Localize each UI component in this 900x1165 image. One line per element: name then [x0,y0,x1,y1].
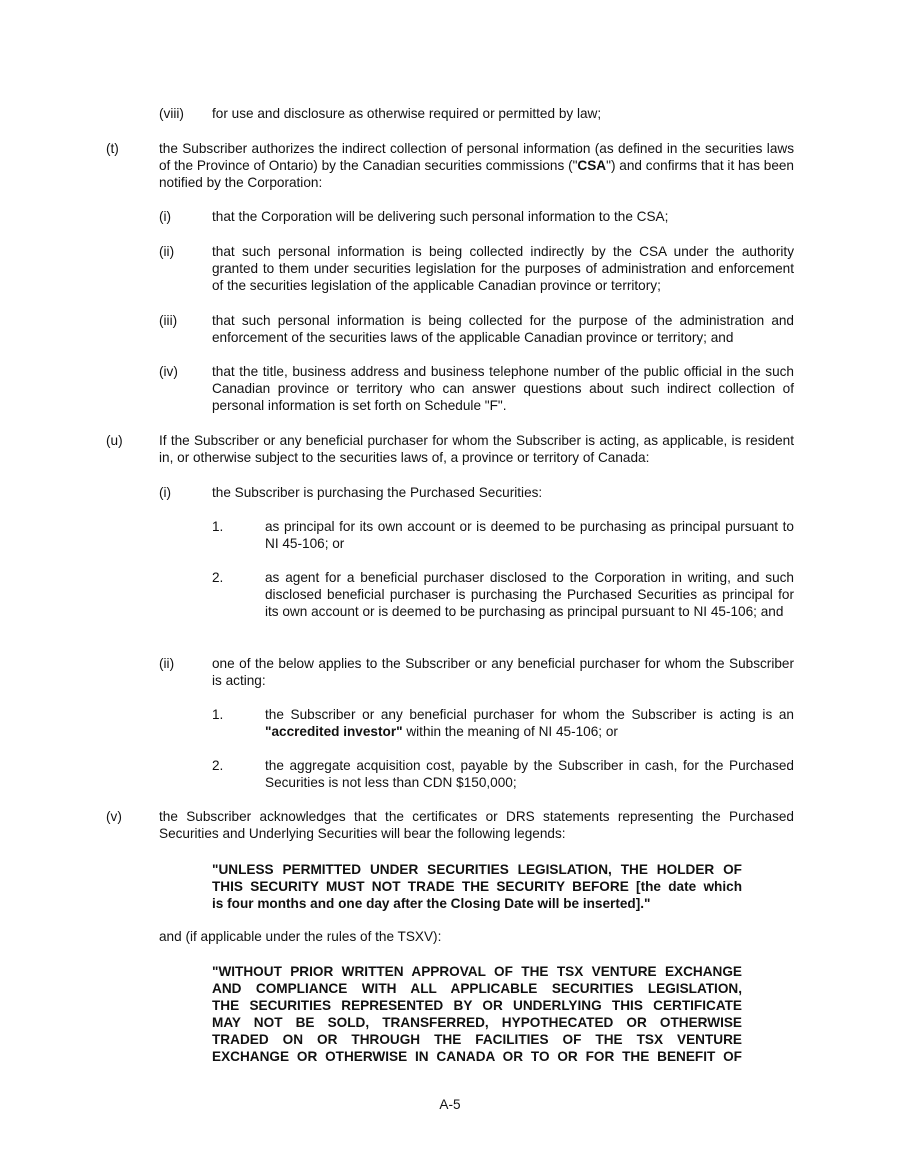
point-label-u-i-2: 2. [212,570,224,585]
subitem-text-t-i: that the Corporation will be delivering such personal information to the CSA; [212,209,669,224]
subitem-text-u-ii: one of the below applies to the Subscriber or any beneficial purchaser for whom the Subscriber is acting: [212,656,794,688]
item-text-t-part-b: ") and confirms that it has been notified by the Corporation: [159,157,794,190]
subitem-label-t-iv: (iv) [159,364,178,379]
subitem-label-t-iii: (iii) [159,313,178,328]
point-label-u-ii-2: 2. [212,758,224,773]
point-text-u-ii-1-part-b: within the meaning of NI 45-106; or [402,723,618,739]
point-text-u-ii-1 [265,707,794,741]
legend-line: EXCHANGE OR OTHERWISE IN CANADA OR TO OR FOR THE BENEFIT OF [212,1049,742,1064]
legend-line: THE SECURITIES REPRESENTED BY OR UNDERLYING THIS CERTIFICATE [212,998,742,1013]
item-text-v: the Subscriber acknowledges that the certificates or DRS statements representing the Purchased Securities and Underlying Securities will bear the following legends: [159,809,794,841]
legend-hold-period [212,861,742,912]
subitem-label-t-ii: (ii) [159,244,175,259]
subitem-text-t-ii: that such personal information is being collected indirectly by the CSA under the authority granted to them under securities legislation for the purposes of administration and enforcement of the securities legislation of the applicable Canadian province or territory; [212,244,794,293]
point-text-u-ii-1-part-a: the Subscriber or any beneficial purchaser for whom the Subscriber is acting is an [265,707,794,722]
legend-line: THIS SECURITY MUST NOT TRADE THE SECURITY BEFORE [the date which [212,879,742,894]
point-label-u-i-1: 1. [212,519,224,534]
subitem-label-t-i: (i) [159,209,172,224]
item-label-t: (t) [106,141,119,156]
subitem-label-u-ii: (ii) [159,656,175,671]
accredited-investor-term: "accredited investor" [265,723,403,739]
item-text-viii: for use and disclosure as otherwise required or permitted by law; [212,106,602,121]
legend-line: "WITHOUT PRIOR WRITTEN APPROVAL OF THE TSX VENTURE EXCHANGE [212,964,742,979]
legend-tsxv [212,963,742,1065]
legend-line: "UNLESS PERMITTED UNDER SECURITIES LEGISLATION, THE HOLDER OF [212,862,742,877]
subitem-text-u-i: the Subscriber is purchasing the Purchased Securities: [212,485,543,500]
item-label-viii: (viii) [159,106,184,121]
point-text-u-ii-2: the aggregate acquisition cost, payable by the Subscriber in cash, for the Purchased Securities is not less than CDN $150,000; [265,758,794,790]
legend-line: TRADED ON OR THROUGH THE FACILITIES OF THE TSX VENTURE [212,1032,742,1047]
point-text-u-i-2: as agent for a beneficial purchaser disclosed to the Corporation in writing, and such disclosed beneficial purchaser is purchasing the Purchased Securities as principal for its own account or is deemed to be purchasing as principal pursuant to NI 45-106; and [265,570,794,619]
item-text-t-part-a: the Subscriber authorizes the indirect collection of personal information (as defined in the securities laws of the Province of Ontario) by the Canadian securities commissions (" [159,141,794,173]
legend-line: is four months and one day after the Closing Date will be inserted]." [212,896,651,911]
connector-text: and (if applicable under the rules of the TSXV): [159,929,442,944]
point-label-u-ii-1: 1. [212,707,224,722]
csa-defined-term: CSA [577,157,607,173]
item-text-t [159,141,794,191]
legend-line: AND COMPLIANCE WITH ALL APPLICABLE SECURITIES LEGISLATION, [212,981,742,996]
subitem-text-t-iii: that such personal information is being collected for the purpose of the administration and enforcement of the securities laws of the applicable Canadian province or territory; and [212,313,794,345]
item-label-v: (v) [106,809,122,824]
item-label-u: (u) [106,433,123,448]
item-text-u: If the Subscriber or any beneficial purchaser for whom the Subscriber is acting, as applicable, is resident in, or otherwise subject to the securities laws of, a province or territory of Canada: [159,433,794,465]
page-number: A-5 [439,1097,461,1112]
subitem-text-t-iv: that the title, business address and business telephone number of the public official in the such Canadian province or territory who can answer questions about such indirect collection of personal information is set forth on Schedule "F". [212,364,794,413]
legend-line: MAY NOT BE SOLD, TRANSFERRED, HYPOTHECATED OR OTHERWISE [212,1015,742,1030]
subitem-label-u-i: (i) [159,485,172,500]
point-text-u-i-1: as principal for its own account or is deemed to be purchasing as principal pursuant to NI 45-106; or [265,519,794,551]
